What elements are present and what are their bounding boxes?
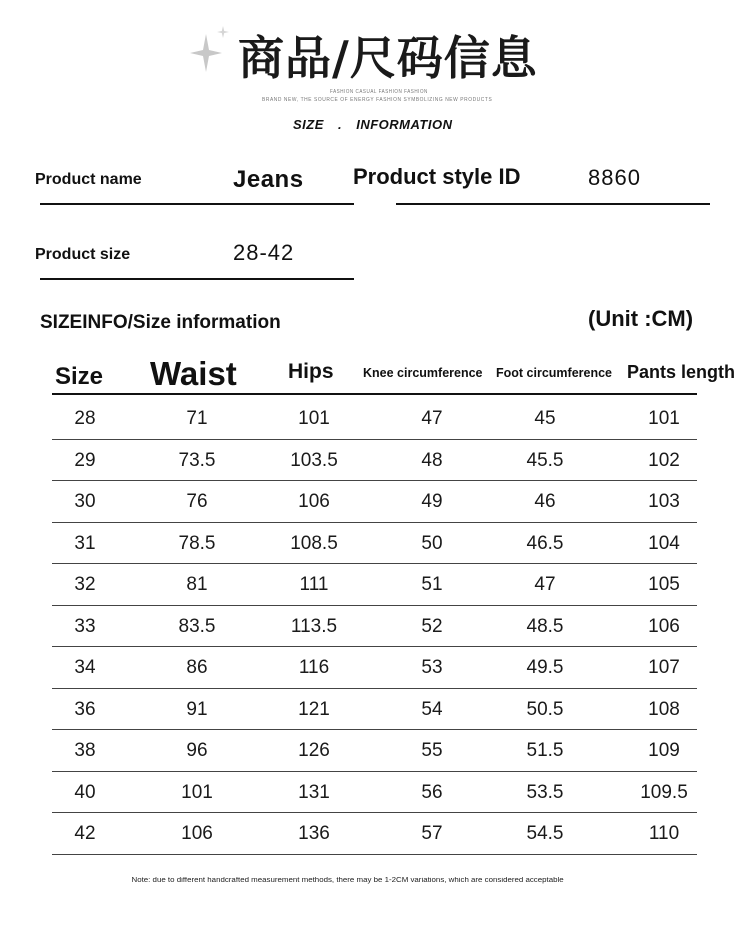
column-header-size: Size bbox=[55, 363, 104, 390]
table-cell: 45.5 bbox=[526, 449, 564, 471]
table-row bbox=[52, 647, 697, 689]
column-header-hips: Hips bbox=[288, 360, 334, 383]
divider bbox=[396, 203, 710, 205]
table-cell: 86 bbox=[186, 657, 208, 678]
table-cell: 83.5 bbox=[178, 615, 216, 637]
tagline-line-2: BRAND NEW, THE SOURCE OF ENERGY FASHION SYMBOLIZING NEW PRODUCTS bbox=[262, 97, 493, 103]
table-row bbox=[52, 730, 697, 772]
column-header-knee: Knee circumference bbox=[363, 366, 483, 380]
table-cell: 45 bbox=[534, 408, 556, 429]
table-row bbox=[52, 440, 697, 482]
table-cell: 96 bbox=[186, 740, 208, 761]
table-cell: 32 bbox=[74, 574, 96, 595]
table-cell: 34 bbox=[74, 657, 96, 678]
table-row bbox=[52, 813, 697, 855]
table-cell: 121 bbox=[298, 698, 330, 720]
table-row bbox=[52, 606, 697, 648]
column-header-foot: Foot circumference bbox=[496, 366, 613, 380]
table-cell: 91 bbox=[186, 698, 208, 720]
footnote: Note: due to different handcrafted measurement methods, there may be 1-2CM variations, which are considered acceptable bbox=[131, 877, 564, 884]
column-header-pants-length: Pants length bbox=[627, 362, 736, 382]
table-cell: 48 bbox=[421, 449, 443, 471]
table-cell: 104 bbox=[648, 532, 680, 554]
tagline-line-1: FASHION CASUAL FASHION FASHION bbox=[330, 89, 428, 95]
size-table-body bbox=[52, 398, 697, 855]
product-style-label: Product style ID bbox=[353, 164, 521, 189]
table-cell: 57 bbox=[421, 823, 443, 844]
product-size-value: 28-42 bbox=[233, 240, 295, 265]
table-cell: 76 bbox=[186, 491, 208, 512]
table-row bbox=[52, 689, 697, 731]
table-cell: 30 bbox=[74, 491, 96, 512]
table-header-divider bbox=[52, 393, 697, 395]
table-cell: 116 bbox=[298, 657, 330, 678]
table-cell: 101 bbox=[648, 408, 680, 429]
product-size-label: Product size bbox=[35, 246, 131, 263]
page-title: 商品/尺码信息 bbox=[238, 31, 538, 85]
table-cell: 47 bbox=[421, 408, 443, 429]
divider bbox=[40, 278, 354, 280]
table-row bbox=[52, 564, 697, 606]
table-cell: 49 bbox=[421, 491, 443, 512]
unit-label: (Unit :CM) bbox=[588, 306, 694, 331]
table-cell: 36 bbox=[74, 698, 96, 720]
table-cell: 55 bbox=[421, 740, 443, 761]
table-cell: 46 bbox=[534, 491, 556, 512]
table-row bbox=[52, 398, 697, 440]
subtitle: SIZE . INFORMATION bbox=[293, 117, 453, 132]
table-row bbox=[52, 772, 697, 814]
table-cell: 106 bbox=[181, 823, 213, 844]
divider bbox=[40, 203, 354, 205]
table-cell: 38 bbox=[74, 740, 96, 761]
table-row bbox=[52, 523, 697, 565]
table-cell: 50.5 bbox=[526, 698, 564, 720]
table-cell: 101 bbox=[298, 408, 330, 429]
table-cell: 51.5 bbox=[526, 740, 564, 761]
table-row bbox=[52, 481, 697, 523]
table-cell: 56 bbox=[421, 781, 443, 803]
table-cell: 102 bbox=[648, 449, 680, 471]
product-style-value: 8860 bbox=[588, 165, 641, 190]
table-cell: 126 bbox=[298, 740, 330, 761]
table-cell: 49.5 bbox=[526, 657, 564, 678]
table-cell: 42 bbox=[74, 823, 96, 844]
table-cell: 103 bbox=[648, 491, 680, 512]
table-cell: 81 bbox=[186, 574, 208, 595]
sparkle-icon bbox=[190, 26, 230, 78]
column-header-waist: Waist bbox=[150, 355, 237, 392]
table-cell: 73.5 bbox=[178, 449, 216, 471]
product-name-label: Product name bbox=[35, 171, 142, 188]
table-cell: 53 bbox=[421, 657, 443, 678]
table-cell: 29 bbox=[74, 449, 96, 471]
table-cell: 106 bbox=[298, 491, 330, 512]
table-cell: 106 bbox=[648, 615, 680, 637]
table-cell: 71 bbox=[186, 408, 208, 429]
table-cell: 33 bbox=[74, 615, 96, 637]
table-cell: 109 bbox=[648, 740, 680, 761]
table-cell: 48.5 bbox=[526, 615, 564, 637]
table-cell: 28 bbox=[74, 408, 96, 429]
table-cell: 105 bbox=[648, 574, 680, 595]
table-cell: 50 bbox=[421, 532, 443, 554]
table-cell: 110 bbox=[648, 823, 680, 844]
table-cell: 136 bbox=[298, 823, 330, 844]
table-cell: 47 bbox=[534, 574, 556, 595]
table-cell: 54 bbox=[421, 698, 443, 720]
table-cell: 108 bbox=[648, 698, 680, 720]
table-cell: 113.5 bbox=[290, 615, 338, 637]
table-cell: 131 bbox=[298, 781, 330, 803]
table-cell: 107 bbox=[648, 657, 680, 678]
table-cell: 108.5 bbox=[290, 532, 338, 554]
table-cell: 111 bbox=[299, 574, 329, 595]
table-cell: 40 bbox=[74, 781, 96, 803]
table-cell: 31 bbox=[74, 532, 96, 554]
table-cell: 103.5 bbox=[290, 449, 338, 471]
table-cell: 54.5 bbox=[526, 823, 564, 844]
table-cell: 52 bbox=[421, 615, 443, 637]
table-cell: 46.5 bbox=[526, 532, 564, 554]
section-title: SIZEINFO/Size information bbox=[40, 312, 281, 333]
table-cell: 78.5 bbox=[178, 532, 216, 554]
table-cell: 101 bbox=[181, 781, 213, 803]
table-cell: 51 bbox=[421, 574, 443, 595]
table-cell: 109.5 bbox=[640, 781, 688, 803]
product-name-value: Jeans bbox=[233, 166, 304, 193]
table-cell: 53.5 bbox=[526, 781, 564, 803]
